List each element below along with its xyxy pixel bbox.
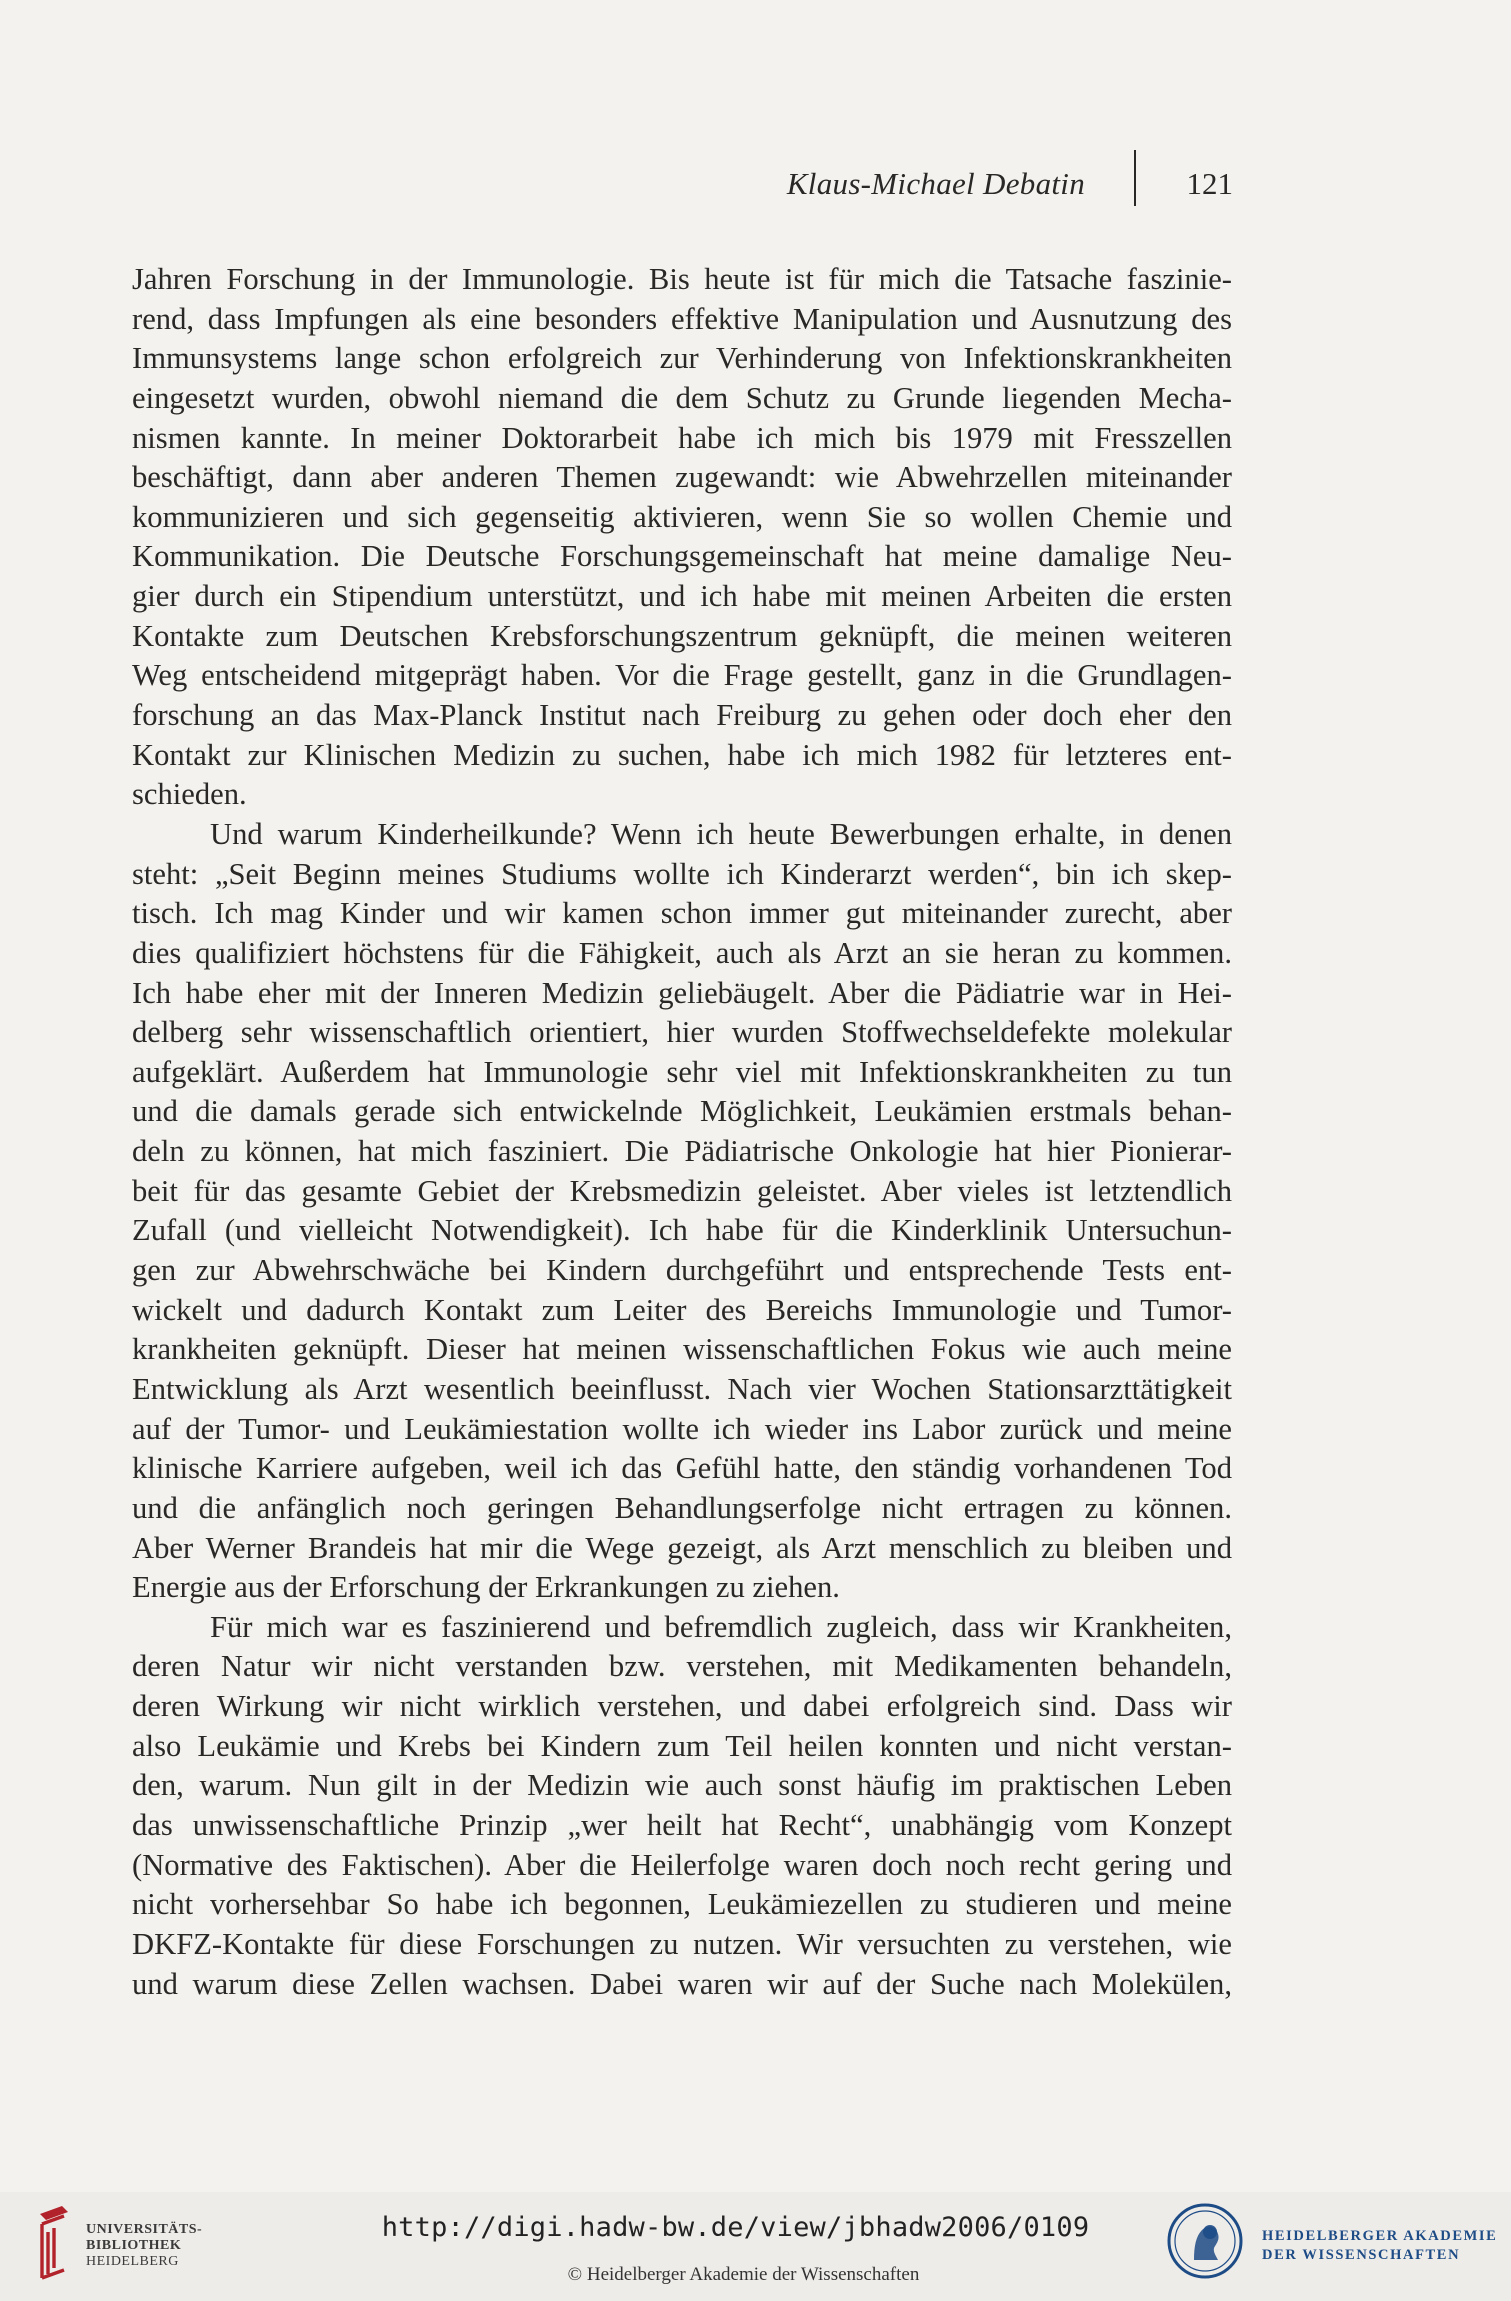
- body-text: [132, 260, 1232, 2004]
- running-head-divider: [1134, 150, 1136, 206]
- paragraph-first-line: Für mich war es faszinierend und befremdlich zugleich, dass wir Krankheiten,: [210, 1609, 1232, 1644]
- text-line: also Leukämie und Krebs bei Kindern zum Teil heilen konnten und nicht verstan-: [132, 1728, 1232, 1763]
- academy-name: [1262, 2227, 1497, 2265]
- paragraph-first-line: Und warum Kinderheilkunde? Wenn ich heute Bewerbungen erhalte, in denen: [210, 816, 1232, 851]
- text-line: (Normative des Faktischen). Aber die Heilerfolge waren doch noch recht gering und: [132, 1847, 1232, 1882]
- text-line: Kontakt zur Klinischen Medizin zu suchen, habe ich mich 1982 für letzteres ent-: [132, 737, 1232, 772]
- text-line: DKFZ-Kontakte für diese Forschungen zu nutzen. Wir versuchten zu verstehen, wie: [132, 1926, 1232, 1961]
- text-line: und die anfänglich noch geringen Behandlungserfolge nicht ertragen zu können.: [132, 1490, 1232, 1525]
- text-line: beit für das gesamte Gebiet der Krebsmedizin geleistet. Aber vieles ist letztendlich: [132, 1173, 1232, 1208]
- text-line: nismen kannte. In meiner Doktorarbeit habe ich mich bis 1979 mit Fresszellen: [132, 420, 1232, 455]
- text-line: gier durch ein Stipendium unterstützt, und ich habe mit meinen Arbeiten die ersten: [132, 579, 1232, 614]
- text-line: den, warum. Nun gilt in der Medizin wie auch sonst häufig im praktischen Leben: [132, 1768, 1232, 1803]
- text-line: krankheiten geknüpft. Dieser hat meinen wissenschaftlichen Fokus wie auch meine: [132, 1332, 1232, 1367]
- library-name-line1: UNIVERSITÄTS-: [86, 2222, 203, 2237]
- text-line: Jahren Forschung in der Immunologie. Bis heute ist für mich die Tatsache faszinie-: [132, 262, 1232, 296]
- text-line: deln zu können, hat mich fasziniert. Die Pädiatrische Onkologie hat hier Pionierar-: [132, 1134, 1232, 1169]
- text-line: Kontakte zum Deutschen Krebsforschungszentrum geknüpft, die meinen weiteren: [132, 618, 1232, 653]
- text-line: forschung an das Max-Planck Institut nach Freiburg zu gehen oder doch eher den: [132, 698, 1232, 733]
- text-line: klinische Karriere aufgeben, weil ich das Gefühl hatte, den ständig vorhandenen Tod: [132, 1451, 1232, 1486]
- text-line: Kommunikation. Die Deutsche Forschungsgemeinschaft hat meine damalige Neu-: [132, 539, 1232, 574]
- paragraph-end-line: schieden.: [132, 777, 247, 812]
- running-head: [0, 160, 1511, 210]
- text-line: Weg entscheidend mitgeprägt haben. Vor die Frage gestellt, ganz in die Grundlagen-: [132, 658, 1232, 693]
- academy-name-line2: DER WISSENSCHAFTEN: [1262, 2247, 1461, 2263]
- text-line: tisch. Ich mag Kinder und wir kamen schon immer gut miteinander zurecht, aber: [132, 896, 1232, 931]
- text-line: Ich habe eher mit der Inneren Medizin geliebäugelt. Aber die Pädiatrie war in Hei-: [132, 975, 1232, 1010]
- academy-name-line1: HEIDELBERGER AKADEMIE: [1262, 2228, 1498, 2244]
- library-name-line3: HEIDELBERG: [86, 2254, 179, 2269]
- text-line: deren Natur wir nicht verstanden bzw. verstehen, mit Medikamenten behandeln,: [132, 1649, 1232, 1684]
- text-line: beschäftigt, dann aber anderen Themen zugewandt: wie Abwehrzellen miteinander: [132, 460, 1232, 495]
- page-number: 121: [1186, 166, 1233, 201]
- text-line: eingesetzt wurden, obwohl niemand die dem Schutz zu Grunde liegenden Mecha-: [132, 380, 1232, 415]
- text-line: steht: „Seit Beginn meines Studiums wollte ich Kinderarzt werden“, bin ich skep-: [132, 856, 1232, 891]
- text-line: und warum diese Zellen wachsen. Dabei waren wir auf der Suche nach Molekülen,: [132, 1966, 1232, 2001]
- text-line: delberg sehr wissenschaftlich orientiert, hier wurden Stoffwechseldefekte molekular: [132, 1015, 1232, 1050]
- text-line: gen zur Abwehrschwäche bei Kindern durchgeführt und entsprechende Tests ent-: [132, 1253, 1232, 1288]
- text-line: nicht vorhersehbar So habe ich begonnen, Leukämiezellen zu studieren und meine: [132, 1887, 1232, 1922]
- paragraph-end-line: Energie aus der Erforschung der Erkrankungen zu ziehen.: [132, 1570, 840, 1605]
- text-line: deren Wirkung wir nicht wirklich verstehen, und dabei erfolgreich sind. Dass wir: [132, 1689, 1232, 1724]
- text-line: Zufall (und vielleicht Notwendigkeit). Ich habe für die Kinderklinik Untersuchun-: [132, 1213, 1232, 1248]
- permalink-url[interactable]: http://digi.hadw-bw.de/view/jbhadw2006/0109: [381, 2212, 1090, 2243]
- text-line: rend, dass Impfungen als eine besonders effektive Manipulation und Ausnutzung des: [132, 301, 1232, 336]
- running-head-author: Klaus-Michael Debatin: [786, 166, 1085, 201]
- text-line: dies qualifiziert höchstens für die Fähigkeit, auch als Arzt an sie heran zu kommen.: [132, 935, 1232, 970]
- text-line: aufgeklärt. Außerdem hat Immunologie sehr viel mit Infektionskrankheiten zu tun: [132, 1054, 1232, 1089]
- text-line: und die damals gerade sich entwickelnde Möglichkeit, Leukämien erstmals behan-: [132, 1094, 1232, 1129]
- library-name-line2: BIBLIOTHEK: [86, 2238, 182, 2253]
- text-line: Aber Werner Brandeis hat mir die Wege gezeigt, als Arzt menschlich zu bleiben und: [132, 1530, 1232, 1565]
- academy-seal-icon[interactable]: [1166, 2202, 1244, 2280]
- text-line: Entwicklung als Arzt wesentlich beeinflusst. Nach vier Wochen Stationsarzttätigkeit: [132, 1371, 1232, 1406]
- text-line: kommunizieren und sich gegenseitig aktivieren, wenn Sie so wollen Chemie und: [132, 499, 1232, 534]
- text-line: auf der Tumor- und Leukämiestation wollte ich wieder ins Labor zurück und meine: [132, 1411, 1232, 1446]
- copyright-notice: © Heidelberger Akademie der Wissenschaften: [567, 2264, 920, 2285]
- text-line: das unwissenschaftliche Prinzip „wer heilt hat Recht“, unabhängig vom Konzept: [132, 1807, 1232, 1842]
- text-line: Immunsystems lange schon erfolgreich zur Verhinderung von Infektionskrankheiten: [132, 341, 1232, 376]
- text-line: wickelt und dadurch Kontakt zum Leiter des Bereichs Immunologie und Tumor-: [132, 1292, 1232, 1327]
